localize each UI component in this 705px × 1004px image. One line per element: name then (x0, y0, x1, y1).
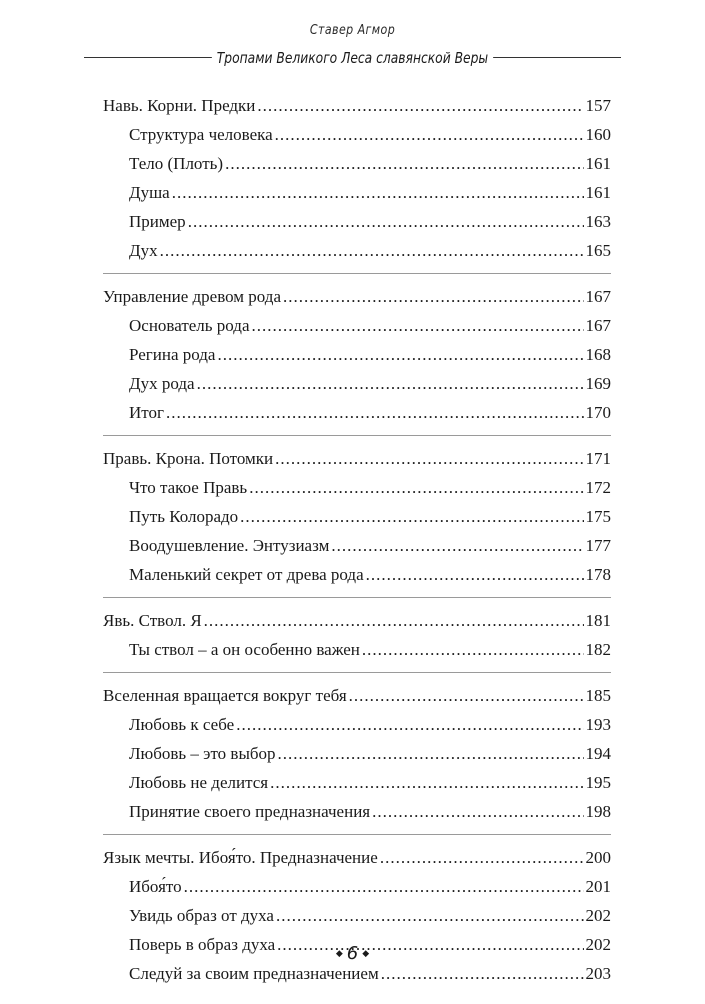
toc-subsection-row[interactable] (103, 340, 611, 369)
toc-entry-title: Дух (129, 241, 158, 260)
dot-leader (278, 739, 584, 768)
toc-entry-page: 171 (585, 449, 611, 468)
toc-entry-title: Путь Колорадо (129, 507, 239, 526)
toc-entry-title: Душа (129, 183, 170, 202)
toc-entry-title: Увидь образ от духа (129, 906, 274, 925)
toc-entry-page: 177 (585, 536, 611, 555)
toc-subsection-row[interactable] (103, 560, 611, 589)
toc-entry-title: Явь. Ствол. Я (103, 611, 202, 630)
dot-leader (283, 282, 583, 311)
dot-leader (252, 311, 584, 340)
dot-leader (331, 531, 583, 560)
toc-entry-title: Тело (Плоть) (129, 154, 224, 173)
toc-entry-page: 175 (585, 507, 611, 526)
toc-subsection-row[interactable] (103, 872, 611, 901)
toc-entry-page: 194 (585, 744, 611, 763)
toc-entry-page: 170 (585, 403, 611, 422)
toc-subsection-row[interactable] (103, 710, 611, 739)
toc-entry-title: Вселенная вращается вокруг тебя (103, 686, 347, 705)
toc-section (103, 282, 611, 436)
toc-entry-page: 202 (585, 906, 611, 925)
toc-entry-title: Любовь – это выбор (129, 744, 276, 763)
toc-entry-page: 163 (585, 212, 611, 231)
toc-entry-page: 195 (585, 773, 611, 792)
dot-leader (197, 369, 584, 398)
toc-entry-title: Управление древом рода (103, 287, 282, 306)
toc-entry-page: 198 (585, 802, 611, 821)
toc-entry-page: 168 (585, 345, 611, 364)
toc-entry-title: Маленький секрет от древа рода (129, 565, 364, 584)
toc-subsection-row[interactable] (103, 531, 611, 560)
toc-chapter-row[interactable] (103, 606, 611, 635)
toc-entry-title: Поверь в образ духа (129, 935, 276, 954)
dot-leader (240, 502, 583, 531)
toc-section (103, 606, 611, 673)
toc-entry-page: 193 (585, 715, 611, 734)
toc-entry-title: Воодушевление. Энтузиазм (129, 536, 330, 555)
toc-entry-page: 202 (585, 935, 611, 954)
dot-leader (236, 710, 583, 739)
dot-leader (275, 120, 584, 149)
dot-leader (276, 901, 584, 930)
dot-leader (184, 872, 584, 901)
dot-leader (349, 681, 584, 710)
dot-leader (217, 340, 583, 369)
toc-entry-page: 172 (585, 478, 611, 497)
toc-entry-page: 165 (585, 241, 611, 260)
toc-entry-page: 182 (585, 640, 611, 659)
toc-entry-page: 200 (585, 848, 611, 867)
toc-entry-page: 185 (585, 686, 611, 705)
toc-subsection-row[interactable] (103, 207, 611, 236)
toc-entry-page: 178 (585, 565, 611, 584)
toc-subsection-row[interactable] (103, 236, 611, 265)
toc-entry-title: Следуй за своим предназначением (129, 964, 379, 983)
toc-entry-title: Любовь не делится (129, 773, 269, 792)
toc-subsection-row[interactable] (103, 797, 611, 826)
toc-subsection-row[interactable] (103, 369, 611, 398)
toc-section (103, 843, 611, 996)
toc-entry-title: Основатель рода (129, 316, 250, 335)
toc-chapter-row[interactable] (103, 681, 611, 710)
toc-entry-page: 161 (585, 154, 611, 173)
toc-entry-page: 181 (585, 611, 611, 630)
toc-entry-title: Любовь к себе (129, 715, 235, 734)
toc-entry-title: Пример (129, 212, 186, 231)
dot-leader (225, 149, 583, 178)
toc-subsection-row[interactable] (103, 768, 611, 797)
toc-chapter-row[interactable] (103, 444, 611, 473)
toc-entry-page: 161 (585, 183, 611, 202)
toc-subsection-row[interactable] (103, 149, 611, 178)
dot-leader (257, 91, 583, 120)
footer-ornament-right-icon: ◆ (362, 949, 370, 959)
header-author: Ставер Агмор (309, 23, 396, 38)
toc-entry-title: Структура человека (129, 125, 273, 144)
toc-entry-page: 169 (585, 374, 611, 393)
toc-entry-title: Итог (129, 403, 164, 422)
page-number: 6 (346, 943, 359, 964)
toc-chapter-row[interactable] (103, 843, 611, 872)
toc-subsection-row[interactable] (103, 311, 611, 340)
toc-section (103, 681, 611, 835)
toc-subsection-row[interactable] (103, 502, 611, 531)
table-of-contents (103, 91, 611, 1004)
toc-chapter-row[interactable] (103, 282, 611, 311)
header-title-row (0, 46, 705, 70)
toc-subsection-row[interactable] (103, 398, 611, 427)
dot-leader (204, 606, 584, 635)
toc-entry-page: 167 (585, 316, 611, 335)
dot-leader (372, 797, 583, 826)
dot-leader (380, 843, 584, 872)
toc-entry-title: Что такое Правь (129, 478, 248, 497)
running-header (0, 22, 705, 70)
dot-leader (270, 768, 583, 797)
dot-leader (362, 635, 584, 664)
toc-entry-title: Ты ствол – а он особенно важен (129, 640, 360, 659)
toc-entry-title: Ибоя́то (129, 877, 182, 896)
toc-entry-page: 201 (585, 877, 611, 896)
toc-entry-title: Навь. Корни. Предки (103, 96, 256, 115)
footer-ornament-left-icon: ◆ (335, 949, 343, 959)
toc-entry-title: Регина рода (129, 345, 216, 364)
toc-entry-title: Язык мечты. Ибоя́то. Предназначение (103, 848, 378, 867)
toc-entry-page: 157 (585, 96, 611, 115)
toc-subsection-row[interactable] (103, 739, 611, 768)
dot-leader (249, 473, 583, 502)
toc-entry-title: Правь. Крона. Потомки (103, 449, 274, 468)
toc-subsection-row[interactable] (103, 120, 611, 149)
toc-entry-page: 167 (585, 287, 611, 306)
dot-leader (166, 398, 584, 427)
toc-section (103, 444, 611, 598)
header-book-title: Тропами Великого Леса славянской Веры (212, 46, 493, 70)
toc-section (103, 91, 611, 274)
toc-entry-title: Принятие своего предназначения (129, 802, 371, 821)
toc-subsection-row[interactable] (103, 473, 611, 502)
toc-entry-page: 203 (585, 964, 611, 983)
page-footer (0, 942, 705, 966)
dot-leader (160, 236, 584, 265)
toc-entry-title: Дух рода (129, 374, 195, 393)
dot-leader (275, 444, 583, 473)
toc-entry-page: 160 (585, 125, 611, 144)
toc-chapter-row[interactable] (103, 91, 611, 120)
dot-leader (172, 178, 584, 207)
toc-subsection-row[interactable] (103, 635, 611, 664)
dot-leader (366, 560, 584, 589)
toc-subsection-row[interactable] (103, 901, 611, 930)
toc-subsection-row[interactable] (103, 178, 611, 207)
dot-leader (188, 207, 584, 236)
